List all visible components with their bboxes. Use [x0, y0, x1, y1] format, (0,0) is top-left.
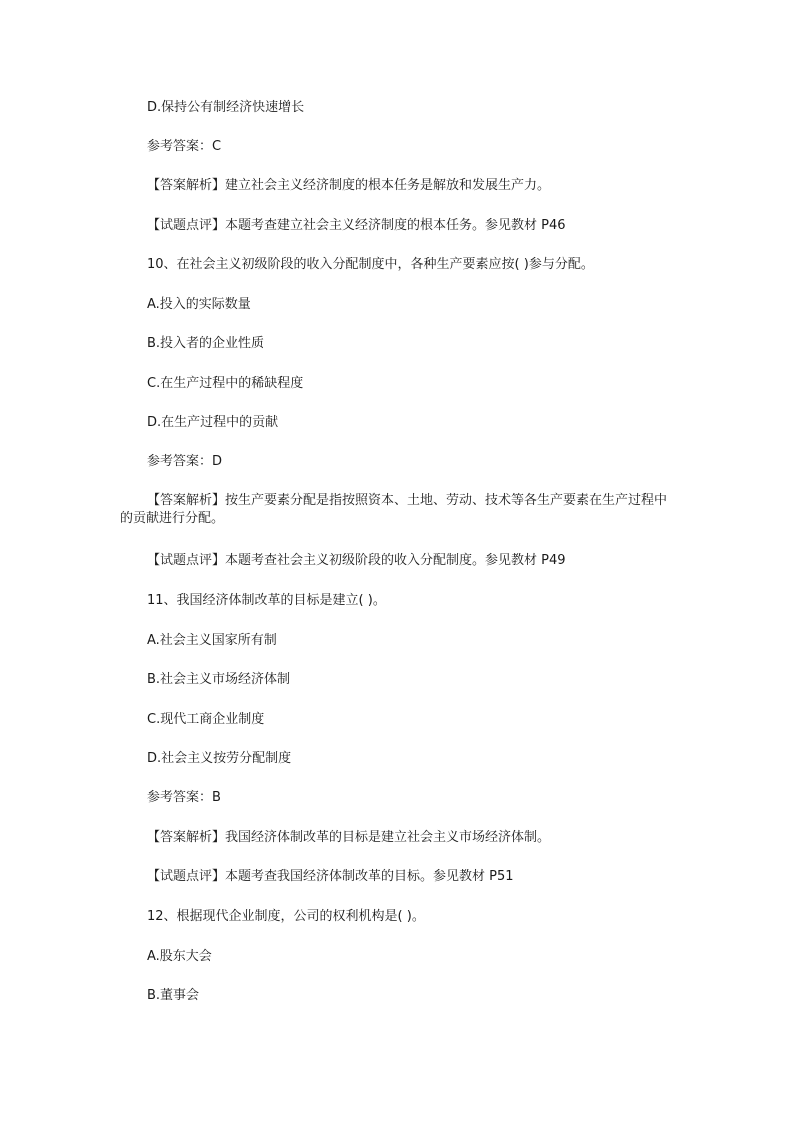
option-b: B.董事会: [147, 988, 200, 1003]
question-comment: 【试题点评】本题考查社会主义初级阶段的收入分配制度。参见教材 P49: [147, 553, 566, 568]
answer-analysis: 【答案解析】按生产要素分配是指按照资本、土地、劳动、技术等各生产要素在生产过程中的贡献进行分配。: [120, 493, 668, 526]
option-d: D.在生产过程中的贡献: [147, 415, 279, 430]
answer-text: 参考答案：D: [147, 454, 223, 469]
question-comment: 【试题点评】本题考查建立社会主义经济制度的根本任务。参见教材 P46: [147, 218, 566, 233]
option-c: C.在生产过程中的稀缺程度: [147, 376, 304, 391]
answer-analysis: 【答案解析】建立社会主义经济制度的根本任务是解放和发展生产力。: [147, 178, 551, 193]
question-10: 10、在社会主义初级阶段的收入分配制度中，各种生产要素应按( )参与分配。: [147, 257, 594, 272]
option-d: D.保持公有制经济快速增长: [147, 100, 305, 115]
question-12: 12、根据现代企业制度，公司的权利机构是( )。: [147, 909, 425, 924]
question-comment: 【试题点评】本题考查我国经济体制改革的目标。参见教材 P51: [147, 869, 514, 884]
option-a: A.社会主义国家所有制: [147, 633, 277, 648]
option-d: D.社会主义按劳分配制度: [147, 751, 292, 766]
option-a: A.股东大会: [147, 949, 212, 964]
answer-text: 参考答案：B: [147, 790, 221, 805]
option-b: B.社会主义市场经济体制: [147, 672, 291, 687]
answer-analysis: 【答案解析】我国经济体制改革的目标是建立社会主义市场经济体制。: [147, 830, 551, 845]
option-a: A.投入的实际数量: [147, 297, 251, 312]
option-c: C.现代工商企业制度: [147, 712, 265, 727]
question-11: 11、我国经济体制改革的目标是建立( )。: [147, 593, 386, 608]
answer-text: 参考答案：C: [147, 139, 222, 154]
option-b: B.投入者的企业性质: [147, 336, 265, 351]
